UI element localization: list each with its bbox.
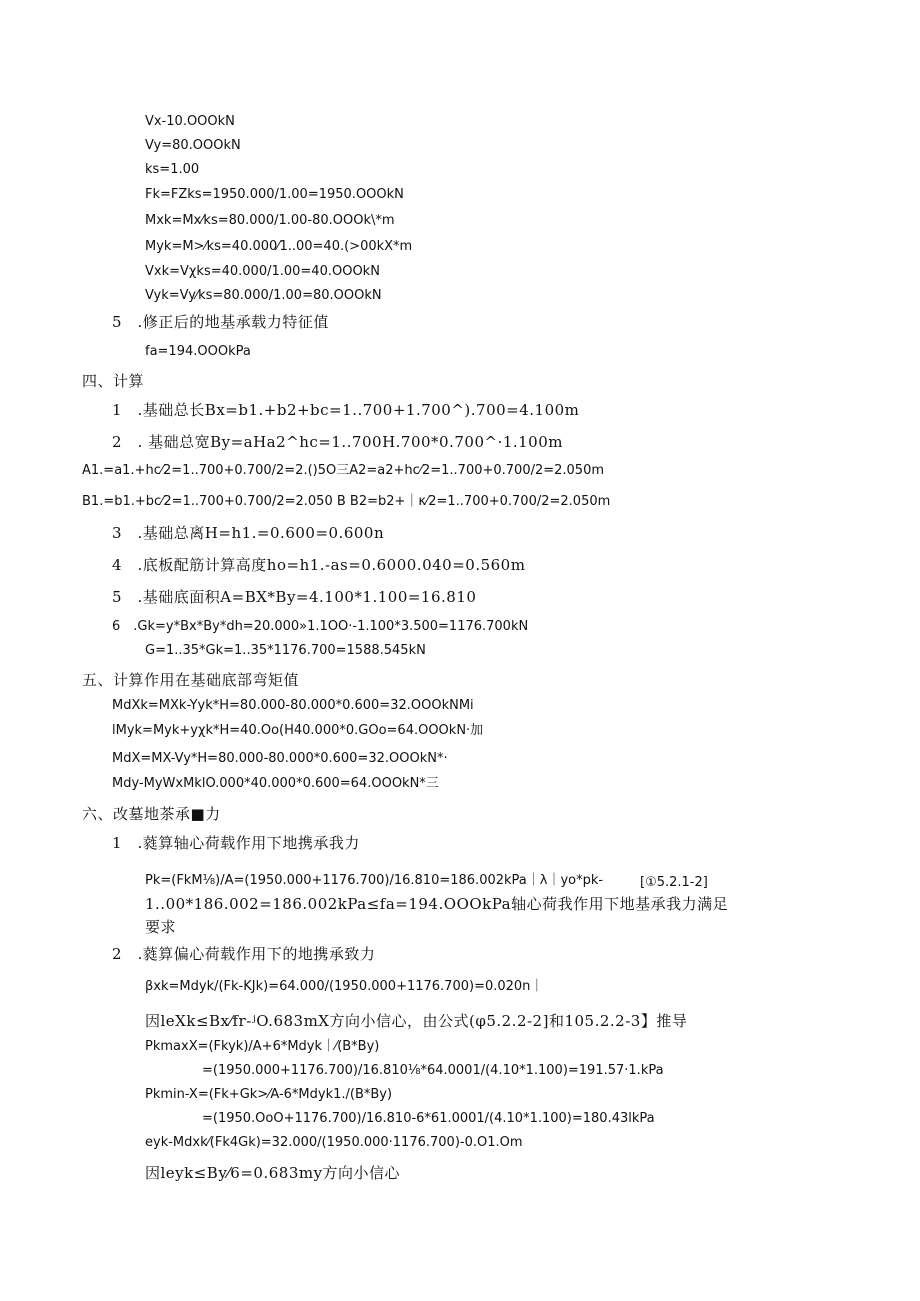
text-line: MdXk=MXk-Yyk*H=80.000-80.000*0.600=32.OOOkNMi bbox=[112, 698, 474, 713]
text-line: Vxk=Vχks=40.000/1.00=40.OOOkN bbox=[145, 264, 380, 279]
section-item: 5 .基础底面积A=BX*By=4.100*1.100=16.810 bbox=[112, 588, 477, 606]
section-item: 1 .基础总长Bx=b1.+b2+bc=1..700+1.700^).700=4.100m bbox=[112, 401, 580, 419]
text-line: eyk-Mdxk⁄(Fk4Gk)=32.000/(1950.000·1176.700)-0.O1.Om bbox=[145, 1135, 523, 1150]
section-heading: 四、计算 bbox=[82, 372, 145, 390]
section-item: 4 .底板配筋计算高度ho=h1.-as=0.6000.040=0.560m bbox=[112, 556, 526, 574]
text-line: PkmaxX=(Fkyk)/A+6*Mdyk｜⁄(B*By) bbox=[145, 1039, 380, 1054]
text-line: =(1950.000+1176.700)/16.810⅛*64.0001/(4.10*1.100)=191.57·1.kPa bbox=[202, 1063, 664, 1078]
text-line: Mdy-MyWxMklO.000*40.000*0.600=64.OOOkN*三 bbox=[112, 776, 439, 791]
text-line: Vyk=Vy⁄ks=80.000/1.00=80.OOOkN bbox=[145, 288, 382, 303]
section-item: 5 .修正后的地基承载力特征值 bbox=[112, 313, 329, 331]
text-line: 因leyk≤By⁄6=0.683my方向小信心 bbox=[145, 1164, 401, 1182]
text-line: lMyk=Myk+yχk*H=40.Oo(H40.000*0.GOo=64.OOOkN·加 bbox=[112, 723, 484, 738]
section-item: 2 . 基础总宽By=aHa2^hc=1..700H.700*0.700^·1.100m bbox=[112, 433, 563, 451]
section-heading: 六、改墓地茶承■力 bbox=[82, 805, 221, 823]
section-item: 3 .基础总离H=h1.=0.600=0.600n bbox=[112, 524, 385, 542]
section-item: 1 .蕤算轴心荷载作用下地携承我力 bbox=[112, 834, 360, 852]
text-line: Vy=80.OOOkN bbox=[145, 138, 241, 153]
section-heading: 五、计算作用在基础底部弯矩值 bbox=[82, 671, 300, 689]
text-line: =(1950.OoO+1176.700)/16.810-6*61.0001/(4.10*1.100)=180.43lkPa bbox=[202, 1111, 655, 1126]
text-line: MdX=MX-Vy*H=80.000-80.000*0.600=32.OOOkN*· bbox=[112, 751, 448, 766]
text-line: Pkmin-X=(Fk+Gk>⁄A-6*Mdyk1./(B*By) bbox=[145, 1087, 393, 1102]
code-reference: [①5.2.1-2] bbox=[640, 875, 708, 890]
section-item: 6 .Gk=y*Bx*By*dh=20.000»1.1OO·-1.100*3.500=1176.700kN bbox=[112, 619, 529, 634]
section-item: 2 .蕤算偏心荷载作用下的地携承致力 bbox=[112, 945, 376, 963]
text-line: 因leXk≤Bx⁄fr-ʲO.683mX方向小信心，由公式(φ5.2.2-2]和105.2.2-3】推导 bbox=[145, 1012, 688, 1030]
text-line: 要求 bbox=[145, 918, 177, 936]
text-line: Fk=FZks=1950.000/1.00=1950.OOOkN bbox=[145, 187, 404, 202]
text-line: 1..00*186.002=186.002kPa≤fa=194.OOOkPa轴心荷我作用下地基承我力满足 bbox=[145, 895, 729, 913]
text-line: Vx-10.OOOkN bbox=[145, 114, 235, 129]
text-line: Pk=(FkM⅛)/A=(1950.000+1176.700)/16.810=186.002kPa｜λ｜yo*pk- bbox=[145, 873, 604, 888]
text-line: G=1..35*Gk=1..35*1176.700=1588.545kN bbox=[145, 643, 426, 658]
text-line: βxk=Mdyk/(Fk-KJk)=64.000/(1950.000+1176.700)=0.020n｜ bbox=[145, 979, 544, 994]
text-line: ks=1.00 bbox=[145, 162, 200, 177]
text-line: B1.=b1.+bc⁄2=1..700+0.700/2=2.050 B B2=b2+｜κ⁄2=1..700+0.700/2=2.050m bbox=[82, 494, 611, 509]
text-line: Mxk=Mx⁄ks=80.000/1.00-80.OOOk\*m bbox=[145, 213, 395, 228]
text-line: Myk=M>⁄ks=40.000⁄1..00=40.(>00kX*m bbox=[145, 239, 413, 254]
text-line: A1.=a1.+hc⁄2=1..700+0.700/2=2.()5O三A2=a2+hc⁄2=1..700+0.700/2=2.050m bbox=[82, 463, 605, 478]
text-line: fa=194.OOOkPa bbox=[145, 344, 251, 359]
